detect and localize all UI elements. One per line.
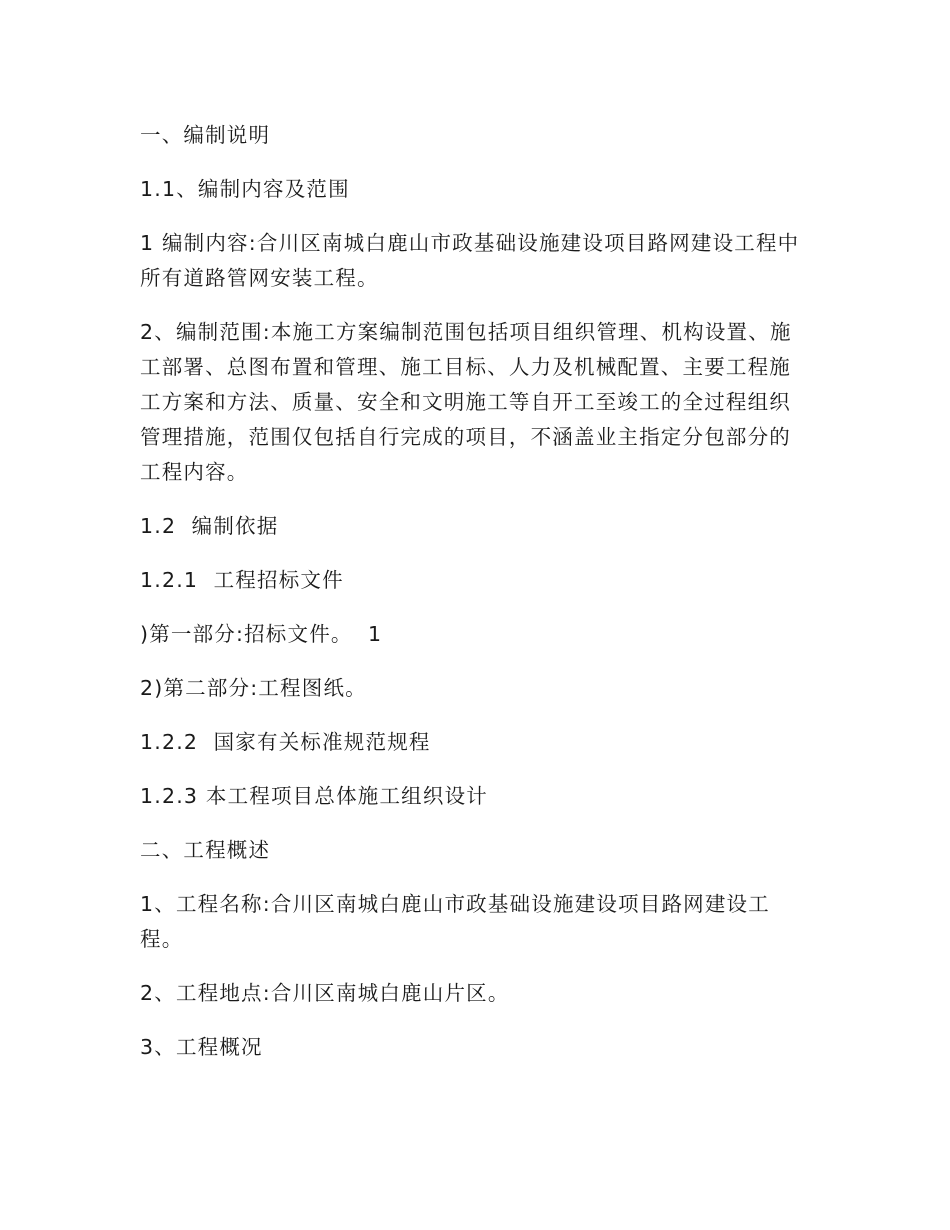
subsection-heading-tender-docs: 1.2.1 工程招标文件 [140, 568, 344, 592]
section-heading-project-overview: 二、工程概述 [140, 838, 271, 862]
paragraph-compilation-scope: 2、编制范围:本施工方案编制范围包括项目组织管理、机构设置、施工部署、总图布置和管理、施工目标、人力及机械配置、主要工程施工方案和方法、质量、安全和文明施工等自开工至竣工的全过程组织管理措施，范围仅包括自行完成的项目，不涵盖业主指定分包部分的工程内容。 [140, 320, 792, 484]
subsection-heading-basis: 1.2 编制依据 [140, 514, 279, 538]
subsection-heading-overall-design: 1.2.3 本工程项目总体施工组织设计 [140, 784, 488, 808]
subsection-heading-content-scope: 1.1、编制内容及范围 [140, 177, 350, 201]
paragraph-project-summary: 3、工程概况 [140, 1035, 263, 1059]
paragraph-compilation-content: 1 编制内容:合川区南城白鹿山市政基础设施建设项目路网建设工程中所有道路管网安装工程。 [140, 231, 800, 290]
list-item-part-one: )第一部分:招标文件。 1 [140, 622, 383, 646]
subsection-heading-standards: 1.2.2 国家有关标准规范规程 [140, 730, 431, 754]
list-item-part-two: 2)第二部分:工程图纸。 [140, 676, 367, 700]
paragraph-project-location: 2、工程地点:合川区南城白鹿山片区。 [140, 981, 510, 1005]
paragraph-project-name: 1、工程名称:合川区南城白鹿山市政基础设施建设项目路网建设工程。 [140, 892, 770, 951]
document-body [140, 118, 812, 1084]
section-heading-compilation-notes: 一、编制说明 [140, 123, 271, 147]
